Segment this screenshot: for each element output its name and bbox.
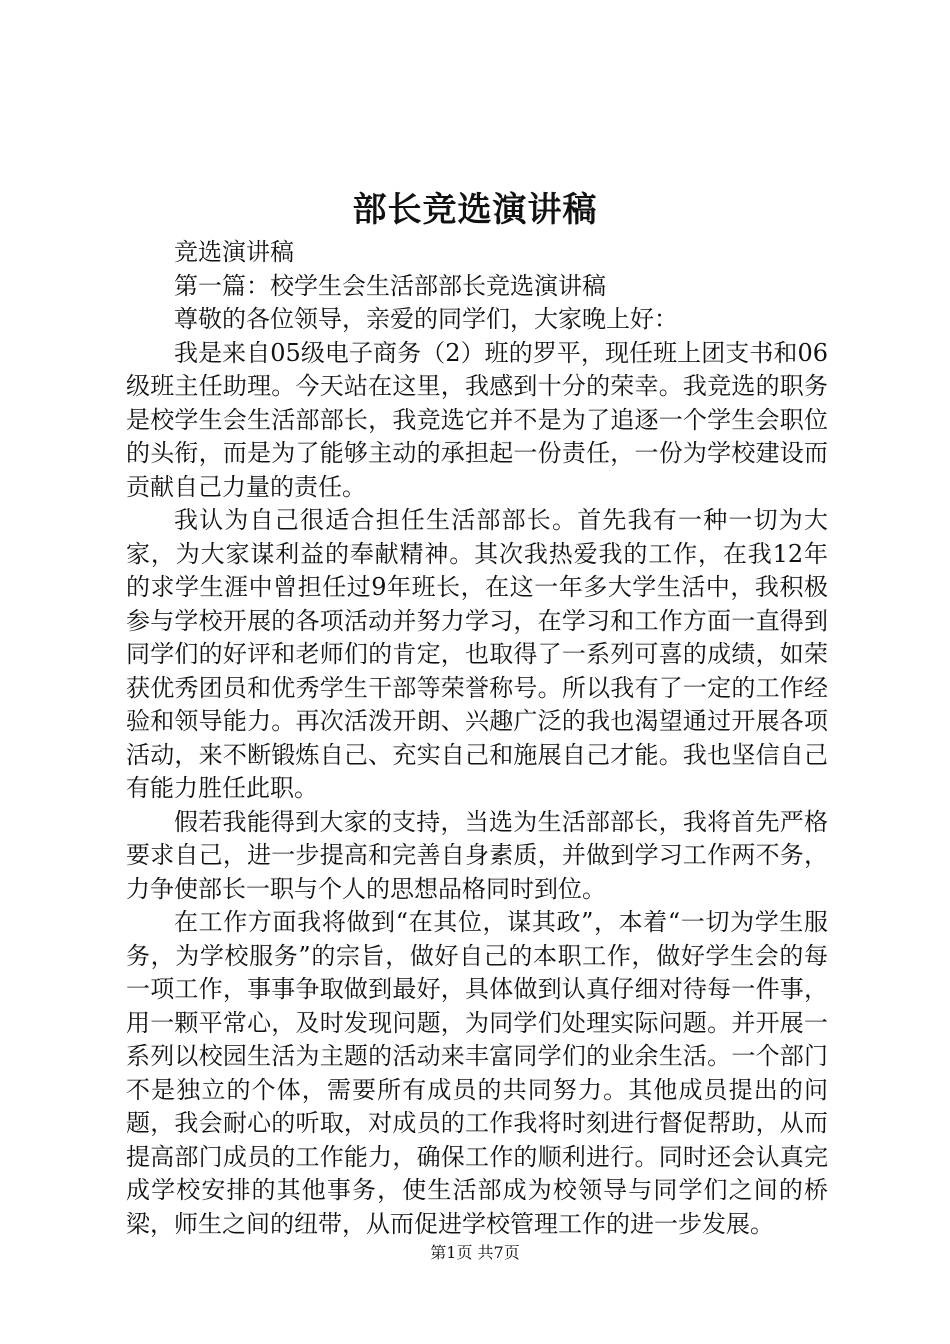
page-footer: 第1页 共7页 bbox=[430, 1243, 520, 1262]
paragraph-commitment: 假若我能得到大家的支持，当选为生活部部长，我将首先严格要求自己，进一步提高和完善自身素质，并做到学习工作两不务，力争使部长一职与个人的思想品格同时到位。 bbox=[126, 807, 828, 903]
document-body bbox=[126, 236, 828, 1241]
paragraph-introduction: 我是来自05级电子商务（2）班的罗平，现任班上团支书和06级班主任助理。今天站在这里，我感到十分的荣幸。我竞选的职务是校学生会生活部部长，我竞选它并不是为了追逐一个学生会职位的头衔，而是为了能够主动的承担起一份责任，一份为学校建设而贡献自己力量的责任。 bbox=[126, 338, 828, 501]
paragraph-work-plan: 在工作方面我将做到“在其位，谋其政”，本着“一切为学生服务，为学校服务”的宗旨，做好自己的本职工作，做好学生会的每一项工作，事事争取做到最好，具体做到认真仔细对待每一件事，用一颗平常心，及时发现问题，为同学们处理实际问题。并开展一系列以校园生活为主题的活动来丰富同学们的业余生活。一个部门不是独立的个体，需要所有成员的共同努力。其他成员提出的问题，我会耐心的听取，对成员的工作我将时刻进行督促帮助，从而提高部门成员的工作能力，确保工作的顺利进行。同时还会认真完成学校安排的其他事务，使生活部成为校领导与同学们之间的桥梁，师生之间的纽带，从而促进学校管理工作的进一步发展。 bbox=[126, 908, 828, 1238]
paragraph-heading: 竞选演讲稿 bbox=[174, 238, 294, 266]
paragraph-greeting: 尊敬的各位领导，亲爱的同学们，大家晚上好： bbox=[174, 305, 678, 333]
paragraph-qualifications: 我认为自己很适合担任生活部部长。首先我有一种一切为大家，为大家谋利益的奉献精神。其次我热爱我的工作，在我12年的求学生涯中曾担任过9年班长，在这一年多大学生活中，我积极参与学校开展的各项活动并努力学习，在学习和工作方面一直得到同学们的好评和老师们的肯定，也取得了一系列可喜的成绩，如荣获优秀团员和优秀学生干部等荣誉称号。所以我有了一定的工作经验和领导能力。再次活泼开朗、兴趣广泛的我也渴望通过开展各项活动，来不断锻炼自己、充实自己和施展自己才能。我也坚信自己有能力胜任此职。 bbox=[126, 506, 828, 802]
paragraph-section-title: 第一篇：校学生会生活部部长竞选演讲稿 bbox=[174, 271, 606, 300]
page-title: 部长竞选演讲稿 bbox=[352, 190, 598, 230]
